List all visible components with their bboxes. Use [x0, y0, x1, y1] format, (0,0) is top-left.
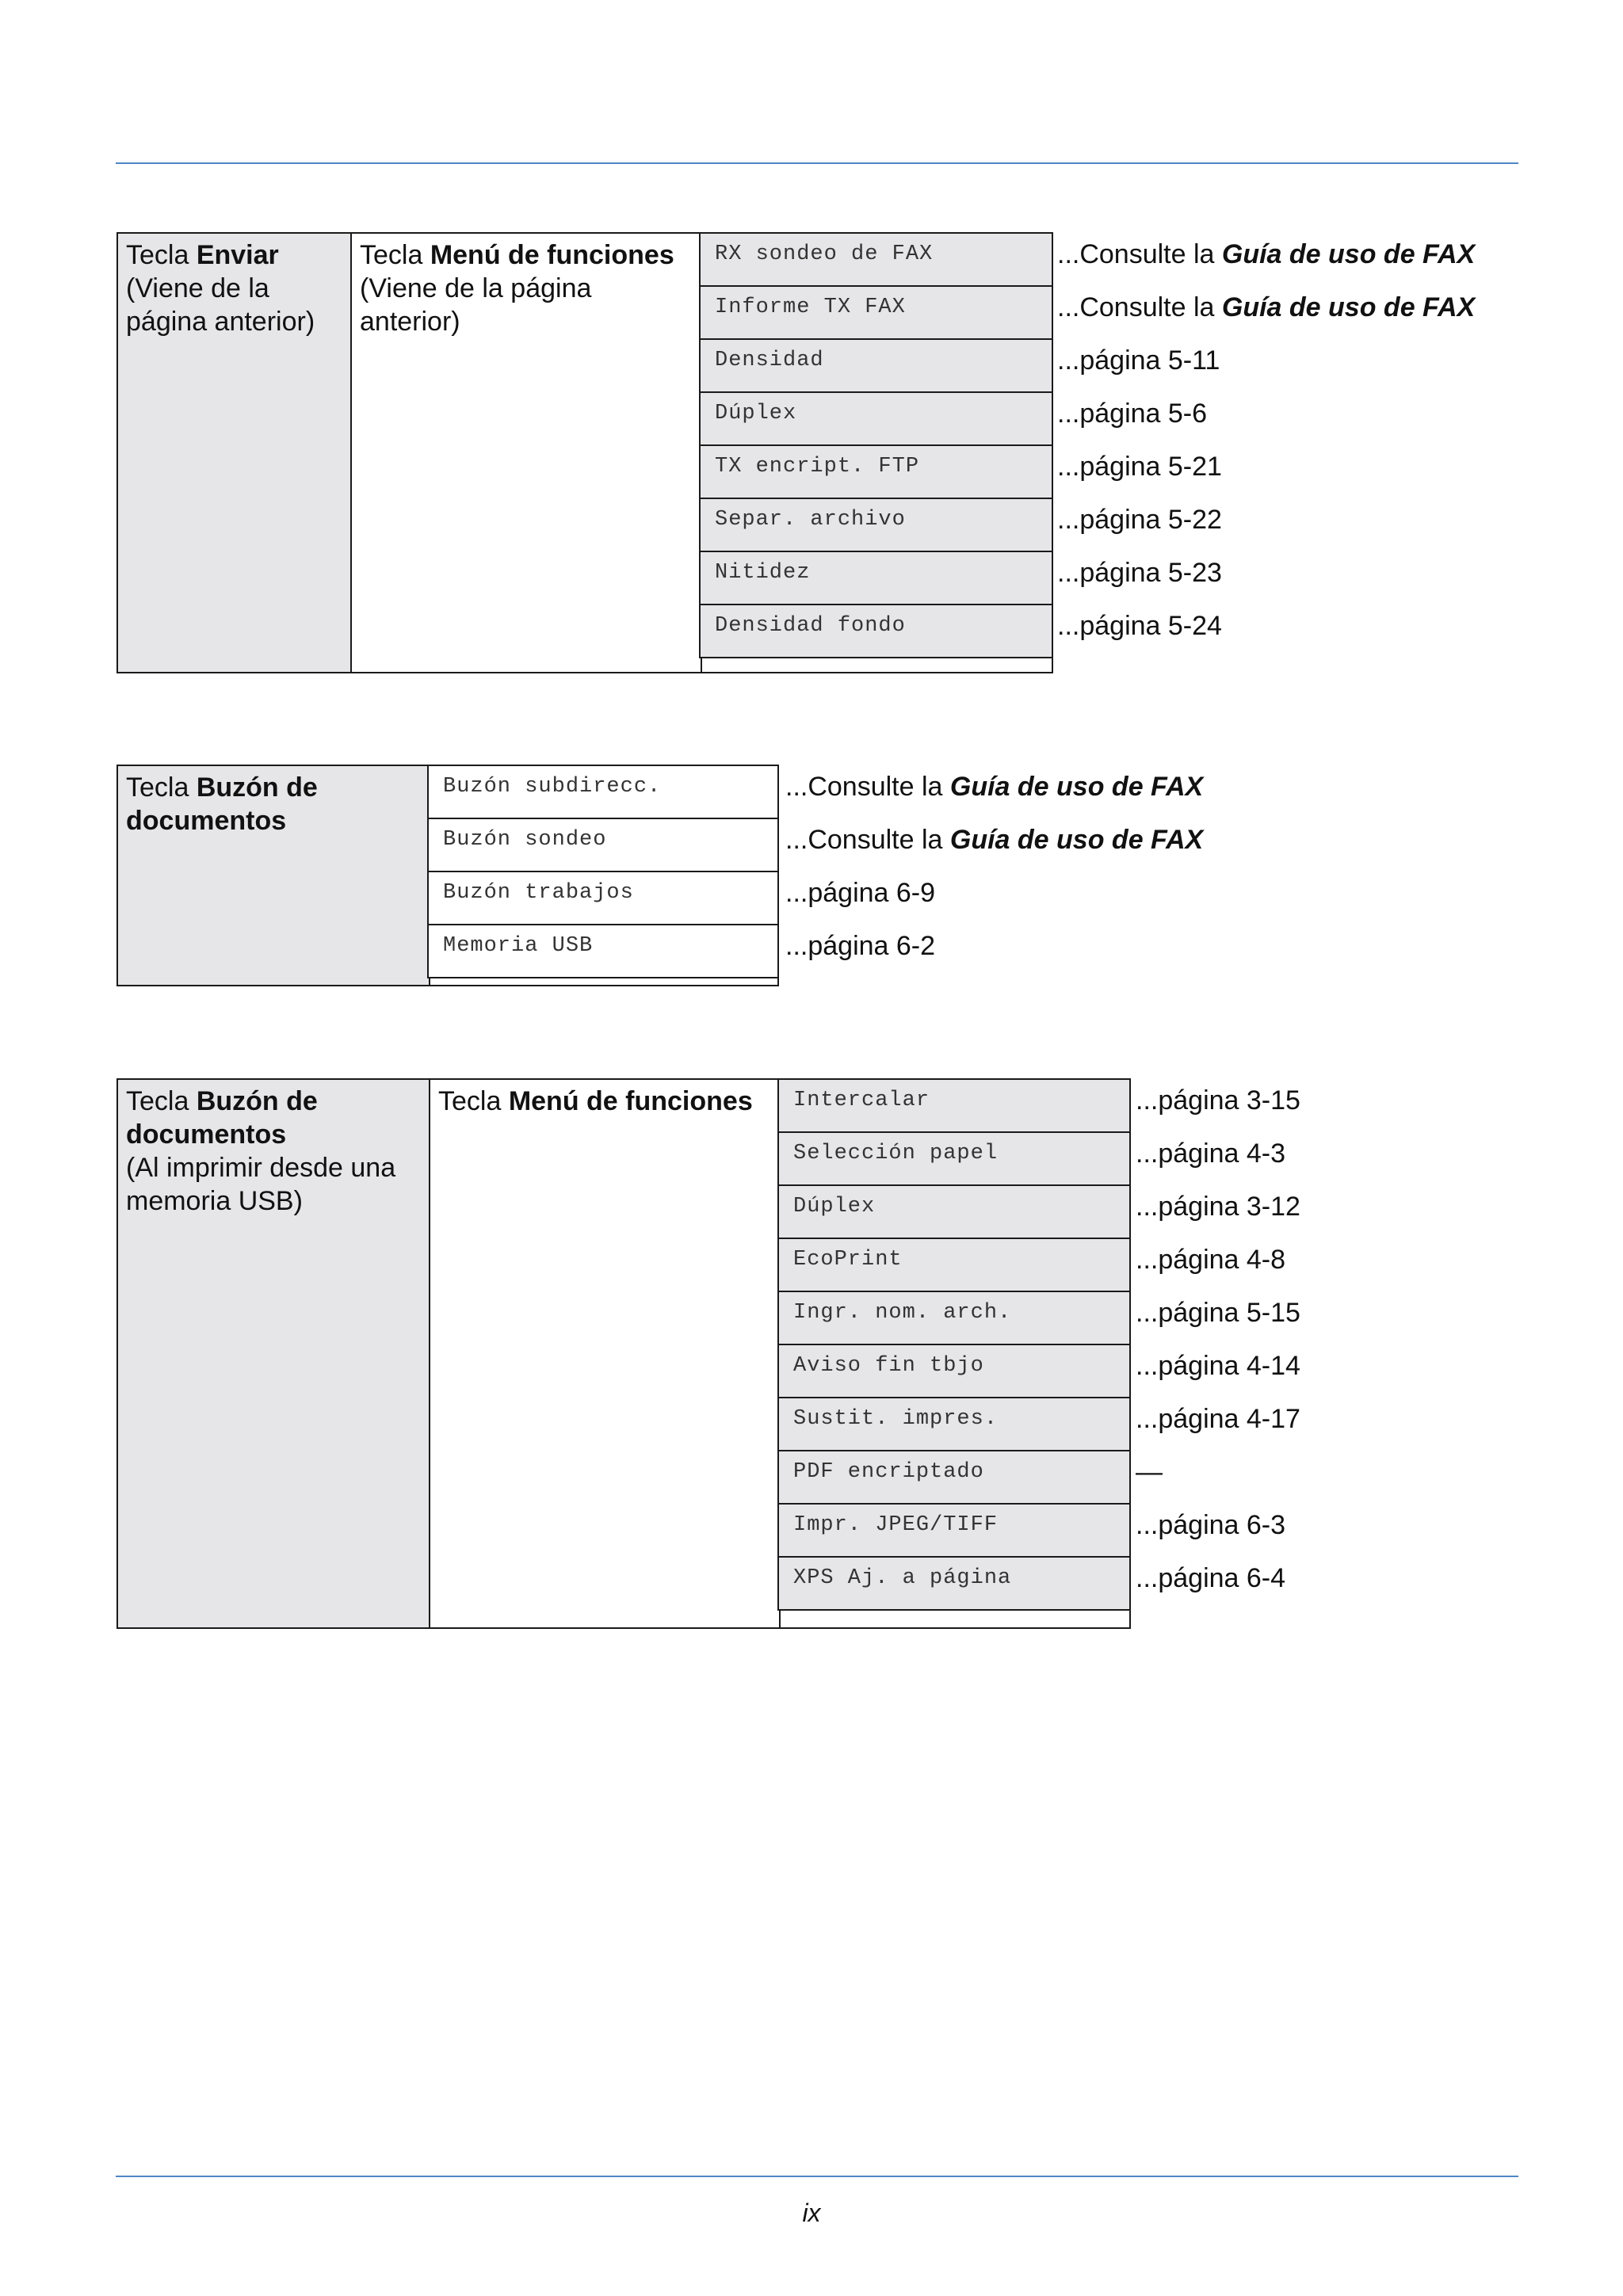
- menu-item: Aviso fin tbjo: [777, 1344, 1131, 1398]
- reference-text: ...Consulte la: [785, 772, 950, 802]
- page-reference: [1136, 1509, 1285, 1541]
- reference-text: ...página 5-22: [1057, 505, 1222, 535]
- reference-text: ...página 4-17: [1136, 1404, 1300, 1434]
- reference-text: ...Consulte la: [785, 825, 950, 855]
- reference-text: ...página 6-2: [785, 931, 936, 961]
- key-column: [118, 1080, 430, 1627]
- reference-text: ...Consulte la: [1057, 292, 1222, 322]
- reference-text: ...página 3-15: [1136, 1085, 1300, 1116]
- menu-item: Buzón trabajos: [427, 871, 779, 925]
- menu-item: Ingr. nom. arch.: [777, 1291, 1131, 1345]
- reference-text: ...página 6-9: [785, 878, 936, 908]
- menu-item: Memoria USB: [427, 924, 779, 978]
- key-label: [118, 1080, 429, 1222]
- reference-guide-title: Guía de uso de FAX: [949, 772, 1204, 802]
- menu-item: Buzón sondeo: [427, 818, 779, 872]
- menu-item: Dúplex: [777, 1184, 1131, 1239]
- page-reference: [1136, 1403, 1300, 1435]
- menu-item: Intercalar: [777, 1078, 1131, 1133]
- key-prefix: Tecla: [126, 772, 197, 803]
- menu-item: Densidad fondo: [699, 604, 1053, 658]
- page-number: ix: [802, 2199, 821, 2227]
- function-name: Menú de funciones: [430, 240, 674, 270]
- page-reference: [1136, 1350, 1300, 1382]
- reference-guide-title: Guía de uso de FAX: [949, 825, 1204, 855]
- menu-item: EcoPrint: [777, 1238, 1131, 1292]
- reference-text: ...página 5-24: [1057, 611, 1222, 641]
- reference-text: ...página 6-3: [1136, 1510, 1286, 1540]
- page-reference: [1136, 1562, 1285, 1594]
- page-reference: [1136, 1191, 1300, 1222]
- function-name: Menú de funciones: [508, 1086, 753, 1116]
- function-column: [352, 234, 702, 672]
- function-label: [352, 234, 701, 343]
- menu-item: Nitidez: [699, 551, 1053, 605]
- page-reference: [1136, 1085, 1300, 1116]
- page-reference: [785, 771, 1203, 803]
- function-prefix: Tecla: [438, 1086, 509, 1116]
- reference-guide-title: Guía de uso de FAX: [1221, 239, 1476, 269]
- menu-item: Densidad: [699, 338, 1053, 393]
- menu-item: Dúplex: [699, 391, 1053, 446]
- page-reference: [785, 877, 935, 909]
- page-reference: [785, 930, 935, 962]
- page-reference: [1136, 1297, 1300, 1329]
- menu-item: Informe TX FAX: [699, 285, 1053, 340]
- key-column: [118, 234, 352, 672]
- key-note: (Viene de la página anterior): [126, 273, 315, 337]
- page-reference: [1057, 557, 1222, 589]
- menu-item: Separ. archivo: [699, 498, 1053, 552]
- menu-item: TX encript. FTP: [699, 444, 1053, 499]
- function-prefix: Tecla: [360, 240, 430, 270]
- page-reference: [1057, 238, 1475, 270]
- key-prefix: Tecla: [126, 240, 197, 270]
- menu-item: Buzón subdirecc.: [427, 765, 779, 819]
- menu-item: PDF encriptado: [777, 1450, 1131, 1505]
- reference-text: ...página 3-12: [1136, 1192, 1300, 1222]
- reference-text: ...página 4-8: [1136, 1245, 1286, 1275]
- reference-text: —: [1136, 1457, 1163, 1487]
- reference-text: ...página 5-23: [1057, 558, 1222, 588]
- page-reference: [1057, 504, 1222, 536]
- key-name: Enviar: [196, 240, 279, 270]
- page-reference: [1057, 345, 1220, 376]
- key-name: Buzón de documentos: [126, 1086, 318, 1150]
- key-prefix: Tecla: [126, 1086, 197, 1116]
- header-rule: [116, 162, 1518, 164]
- reference-text: ...página 5-6: [1057, 399, 1208, 429]
- page-reference: [1136, 1244, 1285, 1276]
- page-reference: [1136, 1138, 1285, 1169]
- page-reference: [1057, 398, 1207, 429]
- key-label: [118, 234, 350, 343]
- reference-text: ...página 5-11: [1057, 345, 1220, 376]
- page-reference: [1057, 292, 1475, 323]
- function-label: [430, 1080, 779, 1123]
- page-reference: [1057, 451, 1222, 482]
- page-reference: [1136, 1456, 1163, 1488]
- menu-item: RX sondeo de FAX: [699, 232, 1053, 287]
- reference-text: ...página 6-4: [1136, 1563, 1286, 1593]
- menu-item: Sustit. impres.: [777, 1397, 1131, 1451]
- key-label: [118, 766, 429, 842]
- reference-guide-title: Guía de uso de FAX: [1221, 292, 1476, 322]
- reference-text: ...página 5-21: [1057, 452, 1222, 482]
- function-column: [430, 1080, 781, 1627]
- reference-text: ...página 4-14: [1136, 1351, 1300, 1381]
- key-column: [118, 766, 430, 985]
- menu-item: Impr. JPEG/TIFF: [777, 1503, 1131, 1558]
- menu-item: Selección papel: [777, 1131, 1131, 1186]
- page-reference: [785, 824, 1203, 856]
- reference-text: ...página 5-15: [1136, 1298, 1300, 1328]
- key-name: Buzón de documentos: [126, 772, 318, 836]
- reference-text: ...Consulte la: [1057, 239, 1222, 269]
- footer-rule: [116, 2176, 1518, 2177]
- key-note: (Al imprimir desde una memoria USB): [126, 1153, 396, 1216]
- function-note: (Viene de la página anterior): [360, 273, 592, 337]
- menu-item: XPS Aj. a página: [777, 1556, 1131, 1611]
- reference-text: ...página 4-3: [1136, 1138, 1286, 1169]
- page-reference: [1057, 610, 1222, 642]
